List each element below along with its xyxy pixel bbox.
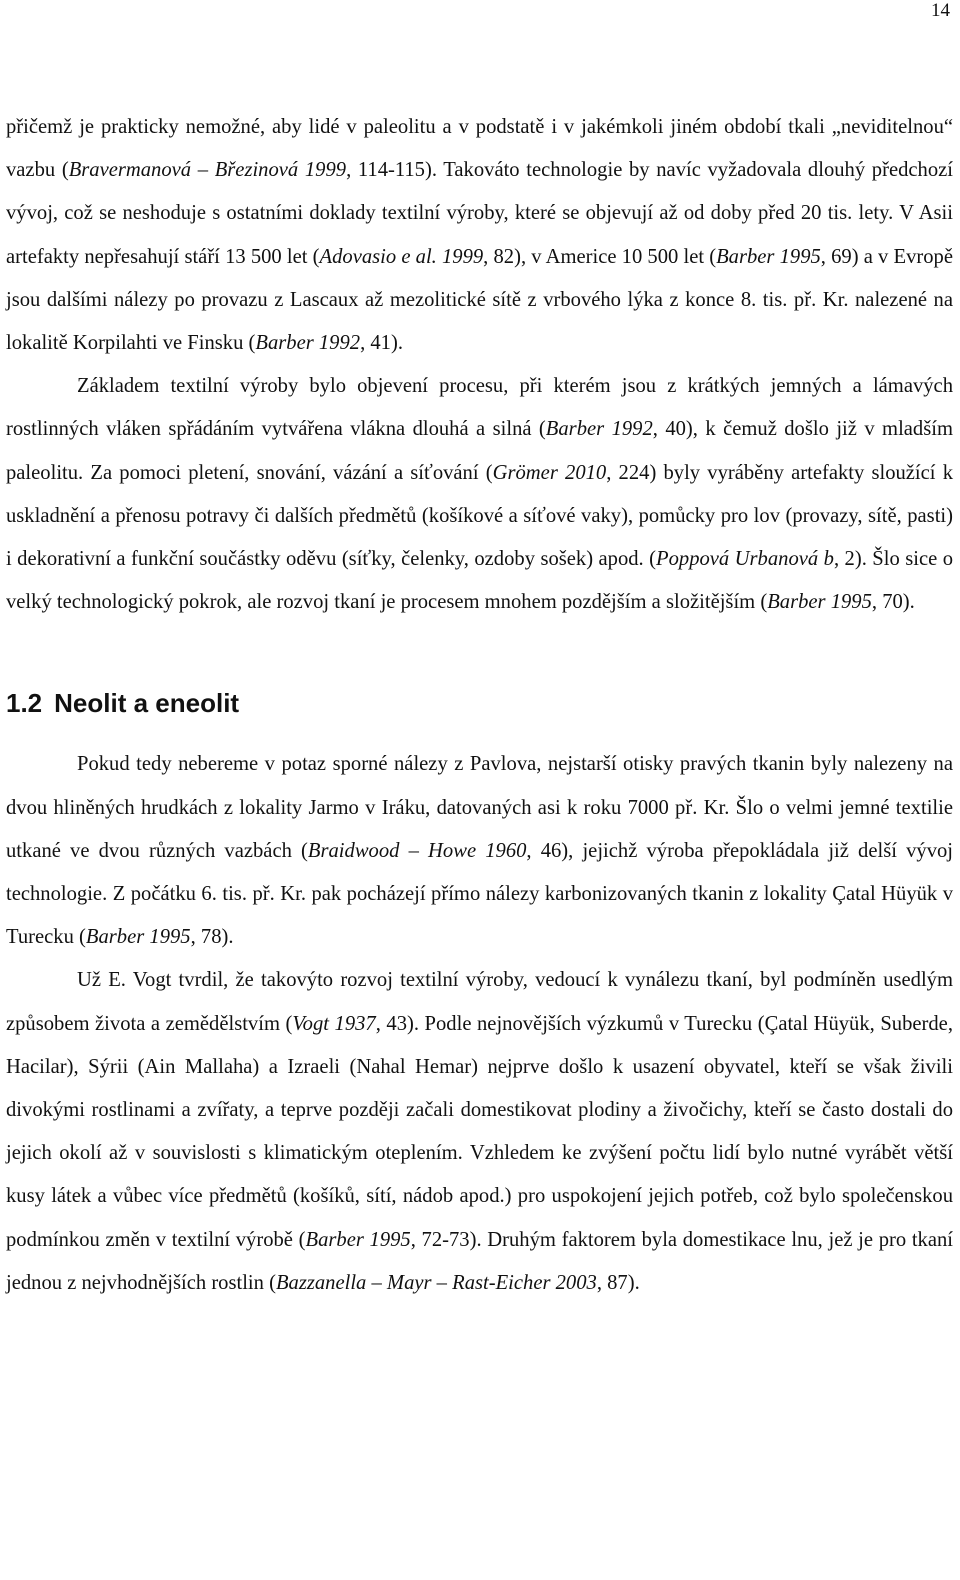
paragraph-4 (6, 959, 953, 1305)
paragraph-1 (6, 106, 953, 365)
text-run: přičemž je prakticky nemožné, aby lidé v paleolitu a v podstatě i v jakémkoli jiném období tkali „neviditelnou“ vazbu ( (6, 116, 953, 182)
text-run: , 224) byly vyráběny artefakty sloužící k uskladnění a přenosu potravy či dalších předmětů (košíkové a síťové vaky), pomůcky pro lov (provazy, sítě, pasti) i dekorativní a funkční součástky oděvu (síťky, čelenky, ozdoby sošek) apod. ( (6, 461, 953, 571)
citation: Braidwood – Howe 1960 (307, 839, 527, 862)
text-run: Základem textilní výroby bylo objevení procesu, při kterém jsou z krátkých jemných a lámavých rostlinných vláken spřádáním vytvářena vlákna dlouhá a silná ( (6, 375, 953, 441)
citation: Grömer 2010 (492, 461, 607, 484)
text-run: , 70). (871, 591, 915, 614)
citation: Barber 1995 (305, 1228, 411, 1251)
citation: Vogt 1937 (292, 1012, 376, 1035)
text-run: , 114-115). Takováto technologie by navíc vyžadovala dlouhý předchozí vývoj, což se neshoduje s ostatními doklady textilní výroby, které se objevují až od doby před 20 tis. lety. V Asii artefakty nepřesahují stáří 13 500 let ( (6, 159, 953, 268)
text-run: , 41). (360, 332, 403, 355)
section-heading (6, 687, 953, 719)
text-run: , 46), jejichž výroba přepokládala již delší vývoj technologie. Z počátku 6. tis. př. Kr. pak pocházejí přímo nálezy karbonizovaných tkanin z lokality Çatal Hüyük v Turecku ( (6, 839, 954, 949)
citation: Barber 1992 (255, 332, 361, 355)
section-number: 1.2 (6, 688, 43, 719)
text-run: , 78). (190, 926, 234, 949)
section-title: Neolit a eneolit (54, 688, 240, 719)
text-run: , 82), v Americe 10 500 let ( (483, 245, 717, 268)
text-run: , 72-73). Druhým faktorem byla domestikace lnu, jež je pro tkaní jednou z nejvhodnějších rostlin ( (6, 1228, 954, 1294)
text-run: , 87). (596, 1271, 640, 1294)
body-text (6, 106, 953, 1305)
paragraph-3 (6, 743, 953, 959)
text-run: , 2). Šlo sice o velký technologický pokrok, ale rozvoj tkaní je procesem mnohem pozdějším a složitějším ( (6, 548, 953, 614)
citation: Barber 1995 (85, 926, 191, 949)
text-run: , 69) a v Evropě jsou dalšími nálezy po provazu z Lascaux až mezolitické sítě z vrbového lýka z konce 8. tis. př. Kr. nalezené na lokalitě Korpilahti ve Finsku ( (6, 245, 953, 355)
citation: Barber 1992 (545, 418, 653, 441)
citation: Barber 1995 (767, 591, 872, 614)
citation: Adovasio e al. 1999 (319, 245, 484, 268)
citation: Poppová Urbanová b (656, 548, 834, 571)
citation: Bravermanová – Březinová 1999 (68, 159, 347, 182)
citation: Barber 1995 (716, 245, 821, 268)
text-run: Už E. Vogt tvrdil, že takovýto rozvoj textilní výroby, vedoucí k vynálezu tkaní, byl podmíněn usedlým způsobem života a zemědělstvím ( (6, 969, 953, 1035)
paragraph-2 (6, 365, 953, 624)
text-run: , 43). Podle nejnovějších výzkumů v Turecku (Çatal Hüyük, Suberde, Hacilar), Sýrii (Ain Mallaha) a Izraeli (Nahal Hemar) nejprve došlo k usazení obyvatel, kteří se však živili divokými rostlinami a zvířaty, a teprve později začali domestikovat plodiny a živočichy, kteří se často dostali do jejich okolí až v souvislosti s klimatickým oteplením. Vzhledem ke zvýšení počtu lidí bylo nutné vyrábět větší kusy látek a vůbec více předmětů (košíků, sítí, nádob apod.) pro uspokojení jejich potřeb, což bylo společenskou podmínkou změn v textilní výrobě ( (6, 1012, 953, 1251)
page-number: 14 (931, 0, 950, 21)
citation: Bazzanella – Mayr – Rast-Eicher 2003 (275, 1271, 597, 1294)
text-run: Pokud tedy nebereme v potaz sporné nálezy z Pavlova, nejstarší otisky pravých tkanin byly nalezeny na dvou hliněných hrudkách z lokality Jarmo v Iráku, datovaných asi k roku 7000 př. Kr. Šlo o velmi jemné textilie utkané ve dvou různých vazbách ( (6, 753, 953, 862)
text-run: , 40), k čemuž došlo již v mladším paleolitu. Za pomoci pletení, snování, vázání a síťování ( (6, 418, 953, 484)
